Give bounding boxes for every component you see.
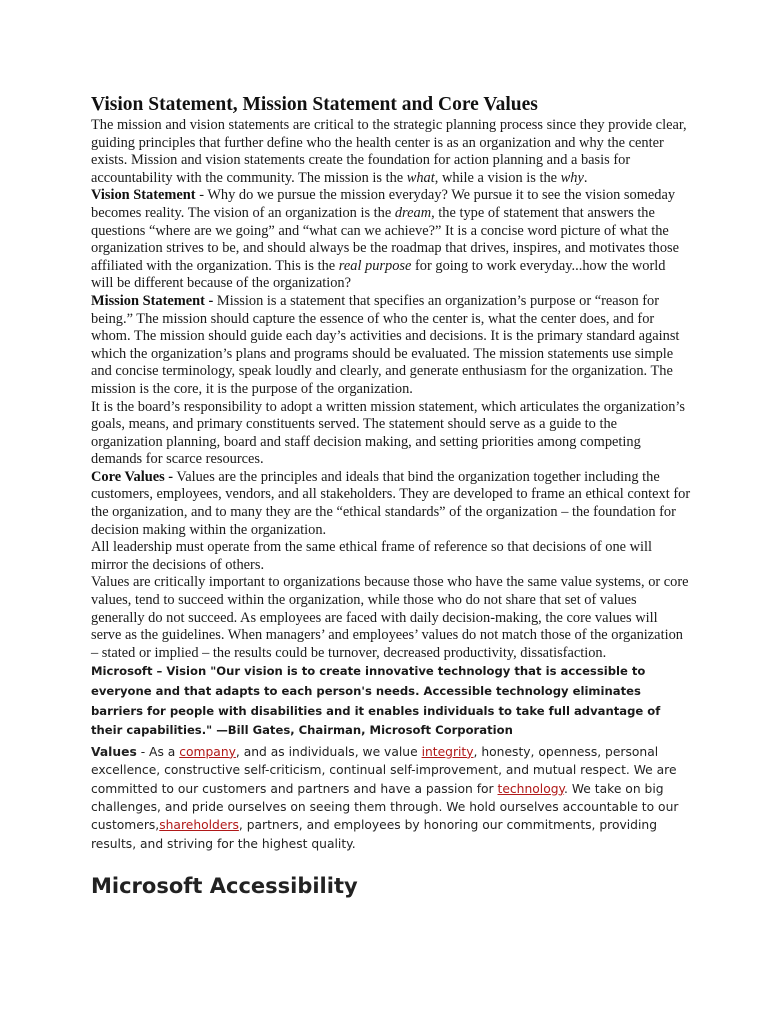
vision-text-1: - Why do we pursue the mission everyday? We pursue it to see the vision someday becomes reality. The vision of an organization is the bbox=[91, 187, 676, 221]
mission-text: Mission is a statement that specifies an organization’s purpose or “reason for being.” The mission should capture the essence of who the center is, what the center does, and for whom. The mission should guide each day’s activities and decisions. It is the primary standard against which the organization’s plans and programs should be evaluated. The mission statements use simple and concise terminology, speak loudly and clearly, and generate enthusiasm for the organization. The mission is the core, it is the purpose of the organization. bbox=[91, 292, 680, 397]
company-link[interactable]: company bbox=[179, 744, 236, 759]
values-text-5: , partners, and employees by honoring our commitments, providing results, and striving for the highest quality. bbox=[91, 818, 658, 851]
microsoft-vision-paragraph bbox=[91, 662, 691, 740]
microsoft-accessibility-heading: Microsoft Accessibility bbox=[91, 874, 358, 899]
technology-link[interactable]: technology bbox=[497, 781, 565, 796]
intro-text-1: The mission and vision statements are critical to the strategic planning process since they provide clear, guiding principles that further define who the health center is as an organization and why the center exists. Mission and vision statements create the foundation for action planning and a basis for accountability with the community. The mission is the bbox=[91, 117, 687, 186]
vision-text-3: for going to work everyday...how the world will be different because of the organization? bbox=[91, 257, 666, 292]
intro-paragraph bbox=[91, 117, 691, 187]
page-title: Vision Statement, Mission Statement and Core Values bbox=[91, 94, 538, 115]
mission-paragraph bbox=[91, 293, 691, 399]
values-text-4: . We take on big challenges, and pride ourselves on seeing them through. We hold ourselves accountable to our customers, bbox=[91, 781, 679, 833]
core-values-label: Core Values - bbox=[91, 468, 174, 485]
board-paragraph: It is the board’s responsibility to adopt a written mission statement, which articulates the organization’s goals, means, and primary constituents served. The statement should serve as a guide to the organization planning, board and staff decision making, and setting priorities among competing demands for scarce resources. bbox=[91, 398, 686, 468]
shareholders-link[interactable]: shareholders bbox=[159, 818, 239, 833]
vision-em-dream: dream bbox=[394, 204, 432, 221]
core-values-paragraph bbox=[91, 469, 691, 539]
core-values-text: Values are the principles and ideals that bind the organization together including the customers, employees, vendors, and all stakeholders. They are developed to frame an ethical context for the organization, and to many they are the “ethical standards” of the organization – the foundation for decision making within the organization. bbox=[91, 468, 691, 538]
intro-em-what: what bbox=[406, 169, 435, 186]
intro-text-3: . bbox=[583, 169, 588, 186]
values-text-1: - As a bbox=[136, 744, 180, 759]
vision-text-2: , the type of statement that answers the questions “where are we going” and “what can we achieve?” It is a concise word picture of what the organization strives to be, and should always be the roadmap that drives, inspires, and motivates those affiliated with the organization. This is the bbox=[91, 204, 680, 274]
intro-em-why: why bbox=[560, 169, 584, 186]
mission-label: Mission Statement - bbox=[91, 292, 214, 309]
document-page bbox=[91, 94, 691, 899]
vision-paragraph bbox=[91, 187, 691, 293]
microsoft-vision-text: "Our vision is to create innovative technology that is accessible to everyone and that adapts to each person's needs. Accessible technology eliminates barriers for people with disabilities and it enables individuals to take full advantage of their capabilities." —Bill Gates, Chairman, Microsoft Corporation bbox=[91, 664, 661, 738]
microsoft-values-label: Values bbox=[91, 744, 137, 759]
vision-em-purpose: real purpose bbox=[338, 257, 412, 274]
leadership-paragraph: All leadership must operate from the same ethical frame of reference so that decisions of one will mirror the decisions of others. bbox=[91, 539, 653, 573]
vision-label: Vision Statement bbox=[91, 187, 196, 204]
values-text-2: , and as individuals, we value bbox=[235, 744, 422, 759]
integrity-link[interactable]: integrity bbox=[421, 744, 474, 759]
microsoft-vision-label: Microsoft – Vision bbox=[91, 664, 207, 679]
intro-text-2: , while a vision is the bbox=[434, 169, 561, 186]
values-text-3: , honesty, openness, personal excellence, constructive self-criticism, continual self-improvement, and mutual respect. We are committed to our customers and partners and have a passion for bbox=[91, 744, 677, 796]
microsoft-values-paragraph bbox=[91, 743, 691, 853]
values-importance-paragraph: Values are critically important to organizations because those who have the same value systems, or core values, tend to succeed within the organization, while those who do not share that set of values generally do not succeed. As employees are faced with daily decision-making, the core values will serve as the guidelines. When managers’ and employees’ values do not match those of the organization – stated or implied – the results could be turnover, decreased productivity, dissatisfaction. bbox=[91, 574, 689, 661]
